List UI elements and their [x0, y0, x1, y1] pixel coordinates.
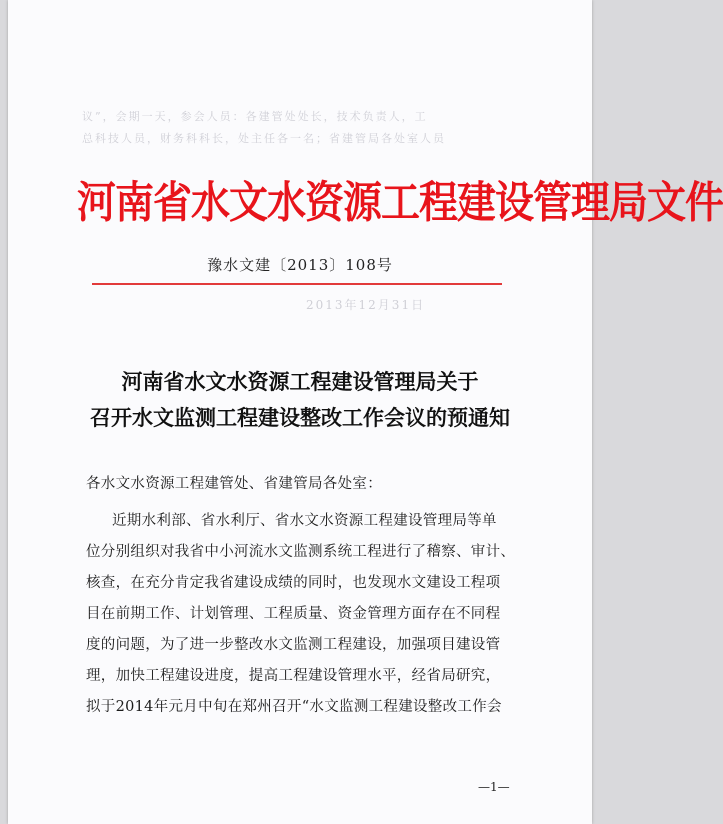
notice-title-line2: 召开水文监测工程建设整改工作会议的预通知	[90, 405, 510, 430]
page-number: —1—	[478, 780, 510, 794]
salutation: 各水文水资源工程建管处、省建管局各处室：	[86, 476, 382, 492]
document-number: 豫水文建〔2013〕108号	[207, 256, 393, 274]
document-page	[8, 0, 723, 824]
body-line: 核查，在充分肯定我省建设成绩的同时，也发现水文建设工程项	[86, 575, 501, 591]
bleed-through-text: 议”，会期一天，参会人员：各建管处处长，技术负责人，工	[82, 110, 428, 123]
body-line: 目在前期工作、计划管理、工程质量、资金管理方面存在不同程	[86, 606, 501, 622]
bleed-through-date: 2013年12月31日	[306, 298, 426, 312]
bleed-through-text: 总科技人员，财务科科长，处主任各一名；省建管局各处室人员	[82, 132, 446, 145]
document-header-title: 河南省水文水资源工程建设管理局文件	[77, 176, 723, 229]
body-line: 拟于2014年元月中旬在郑州召开“水文监测工程建设整改工作会	[86, 699, 502, 715]
body-line: 理，加快工程建设进度，提高工程建设管理水平，经省局研究，	[86, 668, 501, 684]
red-separator-line	[92, 283, 502, 285]
body-line: 度的问题，为了进一步整改水文监测工程建设，加强项目建设管	[86, 637, 501, 653]
notice-title-line1: 河南省水文水资源工程建设管理局关于	[121, 369, 479, 394]
body-line: 近期水利部、省水利厅、省水文水资源工程建设管理局等单	[112, 513, 497, 529]
body-line: 位分别组织对我省中小河流水文监测系统工程进行了稽察、审计、	[86, 544, 516, 560]
